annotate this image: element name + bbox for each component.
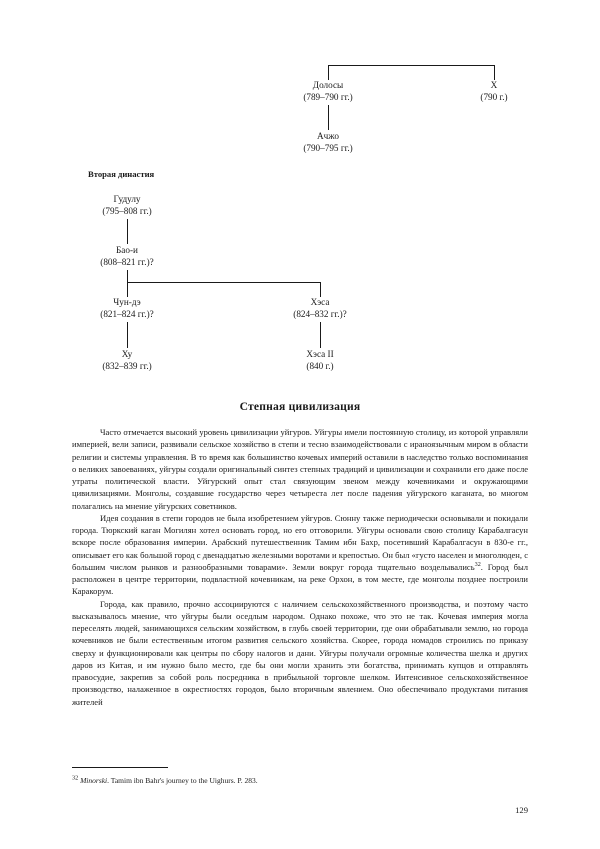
tree-node-years: (821–824 гг.)? xyxy=(100,308,154,319)
tree-node-name: Хэса II xyxy=(306,349,334,359)
tree-node-name: Хэса xyxy=(310,297,330,307)
tree-connector-horizontal-children xyxy=(127,282,320,283)
tree-connector-vertical-khesa xyxy=(320,282,321,297)
tree-node-years: (790–795 гг.) xyxy=(303,142,353,153)
tree-node-name: Бао-и xyxy=(116,245,138,255)
tree-connector-vertical-baoi-down xyxy=(127,270,128,282)
second-dynasty-label: Вторая династия xyxy=(88,169,155,179)
paragraph-2-with-footnote xyxy=(72,512,528,598)
tree-node-years: (840 г.) xyxy=(306,360,334,371)
body-text xyxy=(72,426,528,708)
tree-node-years: (790 г.) xyxy=(480,91,508,102)
footnote-separator xyxy=(72,767,168,768)
page-number: 129 xyxy=(515,805,528,815)
footnote-marker-inline[interactable]: 32 xyxy=(474,560,481,568)
tree-connector-vertical-khesa-ii xyxy=(320,322,321,348)
genealogy-tree-second-dynasty xyxy=(0,0,600,390)
footnote-number: 32 xyxy=(72,774,79,782)
tree-node-baoi xyxy=(100,245,153,268)
tree-connector-vertical-khu xyxy=(127,322,128,348)
tree-node-khesa-ii xyxy=(306,349,333,372)
tree-connector-vertical-chunde xyxy=(127,282,128,297)
tree-node-khu xyxy=(102,349,151,372)
tree-node-years: (824–832 гг.)? xyxy=(293,308,347,319)
tree-node-years: (795–808 гг.) xyxy=(102,205,152,216)
footnote-author: Minorski xyxy=(80,776,108,785)
page-title: Степная цивилизация xyxy=(239,400,361,413)
tree-node-years: (832–839 гг.) xyxy=(102,360,152,371)
tree-node-gudulu xyxy=(102,194,151,217)
tree-node-years: (808–821 гг.)? xyxy=(100,256,154,267)
tree-node-name: Ачжо xyxy=(317,131,339,141)
tree-node-chunde xyxy=(100,297,153,320)
tree-node-years: (789–790 гг.) xyxy=(303,91,353,102)
paragraph-1: Часто отмечается высокий уровень цивилизации уйгуров. Уйгуры имели постоянную столицу, из которой управляли империей, вели записи, развивали сельское хозяйство в степи и тесно взаимодействовали с ираноязычным миром в области религии и системы управления. В то время как большинство кочевых империй оставили в наследство только воспоминания о великих завоеваниях, уйгуры создали оригинальный синтез степных традиций и цивилизации и сохранили его даже после утраты политической власти. Уйгурский опыт стал связующим звеном между кочевниками и окружающими цивилизациями. Монголы, создавшие государство через четыреста лет после падения уйгурского каганата, во многом полагались на мнение уйгурских советников. xyxy=(72,427,528,511)
tree-node-khesa xyxy=(293,297,346,320)
footnote-text: . Tamim ibn Bahr's journey to the Uighurs. P. 283. xyxy=(107,776,258,785)
tree-node-name: Ху xyxy=(121,349,133,359)
tree-node-name: Гудулу xyxy=(113,194,141,204)
paragraph-3: Города, как правило, прочно ассоциируются с наличием сельскохозяйственного производства, и поэтому часто высказывалось мнение, что уйгуры были оседлым народом. Однако похоже, что это не так. Кочевая империя могла переселять людей, занимающихся сельским хозяйством, в глубь своей территории, где они обрабатывали землю, но города кочевников не были естественным итогом развития сельского хозяйства. Скорее, города номадов строились по приказу сверху и функционировали как центры по сбору налогов и дани. Уйгуры получали огромные количества шелка и других даров из Китая, и им нужно было место, где бы они могли хранить эти богатства, принимать купцов и отправлять правосудие, закрепив за собой роль посредника в прибыльной торговле шелком. Интенсивное сельскохозяйственное производство, налаженное в окрестностях городов, было вторичным явлением. Оно обеспечивало продуктами питания жителей xyxy=(72,598,528,707)
paragraph-2-before-footnote: Идея создания в степи городов не была изобретением уйгуров. Сюнну также периодически основывали и покидали города. Тюркский каган Могилян хотел основать город, но его отговорили. Уйгуры основали свою столицу Карабалгасун вскоре после образования империи. Арабский путешественник Тамим ибн Бахр, посетивший Карабалгасун в 830-е гг., описывает его как большой город с двенадцатью железными воротами и крепостью. Он был «густо населен и многолюден, с большим числом рынков и разнообразными товарами». Земли вокруг города тщательно возделывались xyxy=(72,512,528,572)
tree-node-name: Долосы xyxy=(312,80,344,90)
tree-node-name: Чун-дэ xyxy=(113,297,141,307)
paragraph-2-after-footnote: . Город был расположен в центре территории, подвластной кочевникам, на реке Орхон, в том месте, где монголы позднее построили Каракорум. xyxy=(72,561,528,597)
tree-connector-vertical-baoi xyxy=(127,219,128,244)
footnote xyxy=(72,776,528,786)
tree-node-name: X xyxy=(490,80,498,90)
